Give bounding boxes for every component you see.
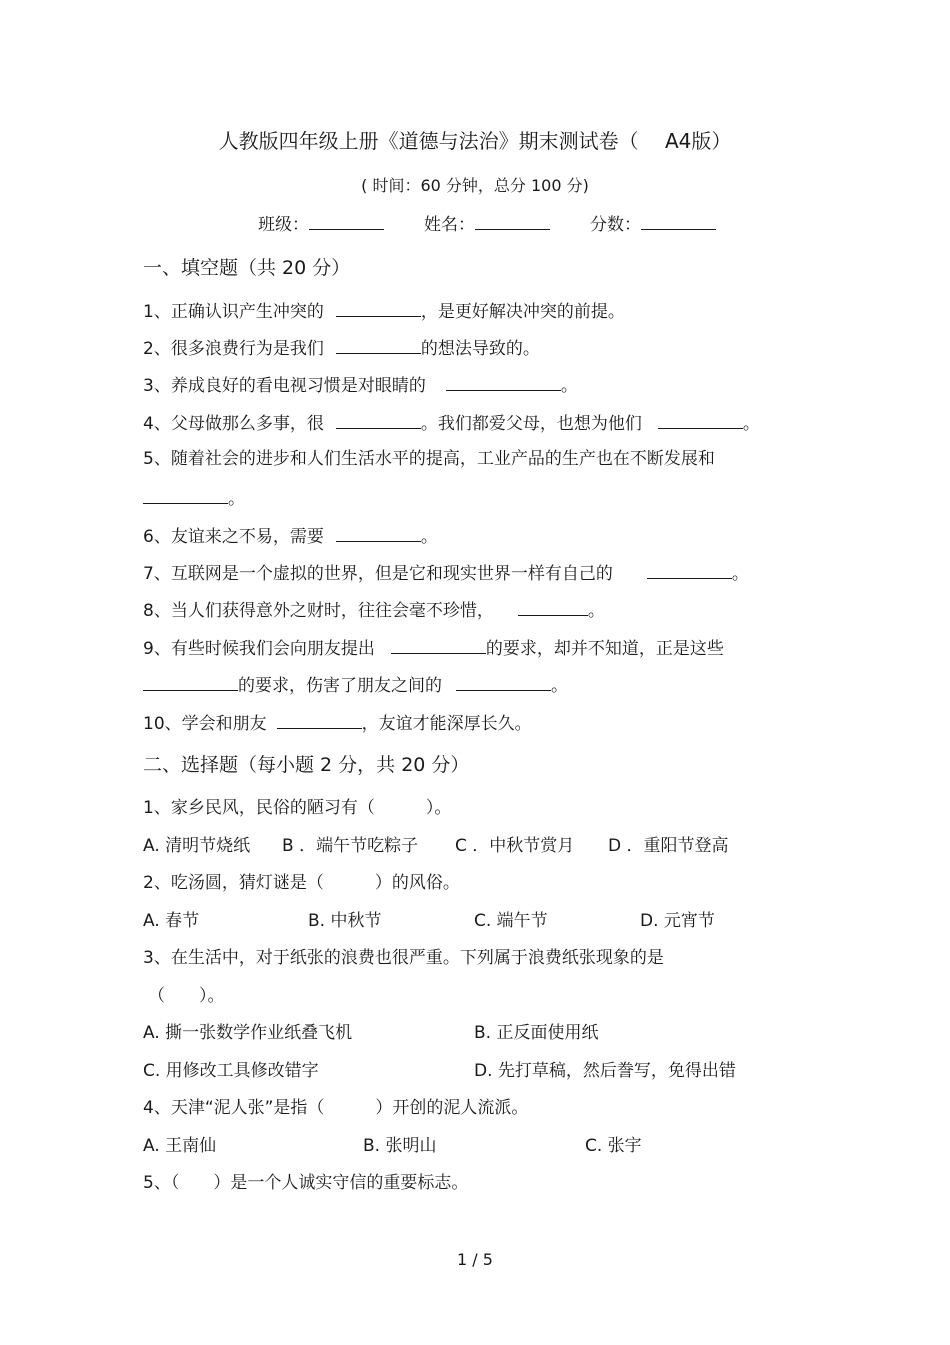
choice-question-2-option-d[interactable]: D. 元宵节 <box>640 911 715 931</box>
choice-question-1-option-d[interactable]: D ．重阳节登高 <box>608 836 729 856</box>
answer-blank[interactable] <box>518 597 588 616</box>
class-label: 班级： <box>258 215 309 235</box>
answer-blank[interactable] <box>143 672 238 691</box>
choice-question-3-option-a[interactable]: A. 撕一张数学作业纸叠飞机 <box>143 1023 353 1043</box>
answer-blank[interactable] <box>143 485 228 504</box>
answer-blank[interactable] <box>277 710 362 729</box>
answer-blank[interactable] <box>391 635 486 654</box>
fill-question-10: 10、学会和朋友 ，友谊才能深厚长久。 <box>143 710 532 734</box>
exam-subtitle: ( 时间：60 分钟，总分 100 分) <box>361 176 589 195</box>
fill-question-3: 3、养成良好的看电视习惯是对眼睛的 。 <box>143 372 578 396</box>
choice-question-1-option-c[interactable]: C ．中秋节赏月 <box>455 836 575 856</box>
choice-question-1-option-a[interactable]: A. 清明节烧纸 <box>143 836 251 856</box>
section1-heading: 一、填空题（共 20 分） <box>143 257 351 279</box>
score-blank[interactable] <box>641 211 716 230</box>
fill-question-9: 9、有些时候我们会向朋友提出 的要求，却并不知道，正是这些 <box>143 635 724 659</box>
choice-question-3-option-b[interactable]: B. 正反面使用纸 <box>474 1023 599 1043</box>
choice-question-2-option-a[interactable]: A. 春节 <box>143 911 200 931</box>
section2-heading: 二、选择题（每小题 2 分，共 20 分） <box>143 754 470 776</box>
choice-question-4-stem: 4、天津“泥人张”是指（ ）开创的泥人流派。 <box>143 1098 529 1118</box>
choice-question-2-option-c[interactable]: C. 端午节 <box>474 911 548 931</box>
fill-question-5-cont: 。 <box>143 485 245 509</box>
fill-question-5: 5、随着社会的进步和人们生活水平的提高，工业产品的生产也在不断发展和 <box>143 449 715 469</box>
fill-question-2: 2、很多浪费行为是我们 的想法导致的。 <box>143 335 540 359</box>
answer-blank[interactable] <box>336 298 421 317</box>
name-label: 姓名： <box>424 215 475 235</box>
student-info-row <box>258 211 716 235</box>
choice-question-3-stem-cont: （ ）。 <box>148 986 225 1006</box>
choice-question-4-option-c[interactable]: C. 张宇 <box>585 1136 642 1156</box>
choice-question-5-stem: 5、（ ）是一个人诚实守信的重要标志。 <box>143 1173 469 1193</box>
choice-question-3-option-d[interactable]: D. 先打草稿，然后誊写，免得出错 <box>474 1061 736 1081</box>
choice-question-2-stem: 2、吃汤圆，猜灯谜是（ ）的风俗。 <box>143 873 460 893</box>
answer-blank[interactable] <box>446 372 561 391</box>
fill-question-8: 8、当人们获得意外之财时，往往会毫不珍惜， 。 <box>143 597 605 621</box>
score-label: 分数： <box>590 215 641 235</box>
choice-question-1-option-b[interactable]: B ．端午节吃粽子 <box>282 836 419 856</box>
answer-blank[interactable] <box>658 410 743 429</box>
choice-question-1-stem: 1、家乡民风，民俗的陋习有（ ）。 <box>143 798 452 818</box>
page-title: 人教版四年级上册《道德与法治》期末测试卷（ A4版） <box>218 129 732 153</box>
answer-blank[interactable] <box>336 523 421 542</box>
class-blank[interactable] <box>309 211 384 230</box>
answer-blank[interactable] <box>336 410 421 429</box>
choice-question-2-option-b[interactable]: B. 中秋节 <box>308 911 382 931</box>
fill-question-7: 7、互联网是一个虚拟的世界，但是它和现实世界一样有自己的 。 <box>143 560 749 584</box>
answer-blank[interactable] <box>336 335 421 354</box>
fill-question-4: 4、父母做那么多事，很 。我们都爱父母，也想为他们 。 <box>143 410 760 434</box>
choice-question-3-stem: 3、在生活中，对于纸张的浪费也很严重。下列属于浪费纸张现象的是 <box>143 948 664 968</box>
choice-question-4-option-b[interactable]: B. 张明山 <box>363 1136 437 1156</box>
name-blank[interactable] <box>475 211 550 230</box>
answer-blank[interactable] <box>647 560 732 579</box>
choice-question-3-option-c[interactable]: C. 用修改工具修改错字 <box>143 1061 319 1081</box>
page-number: 1 / 5 <box>457 1250 493 1269</box>
fill-question-6: 6、友谊来之不易，需要 。 <box>143 523 438 547</box>
choice-question-4-option-a[interactable]: A. 王南仙 <box>143 1136 217 1156</box>
fill-question-9-cont: 的要求，伤害了朋友之间的 。 <box>143 672 568 696</box>
answer-blank[interactable] <box>456 672 551 691</box>
fill-question-1: 1、正确认识产生冲突的 ，是更好解决冲突的前提。 <box>143 298 625 322</box>
